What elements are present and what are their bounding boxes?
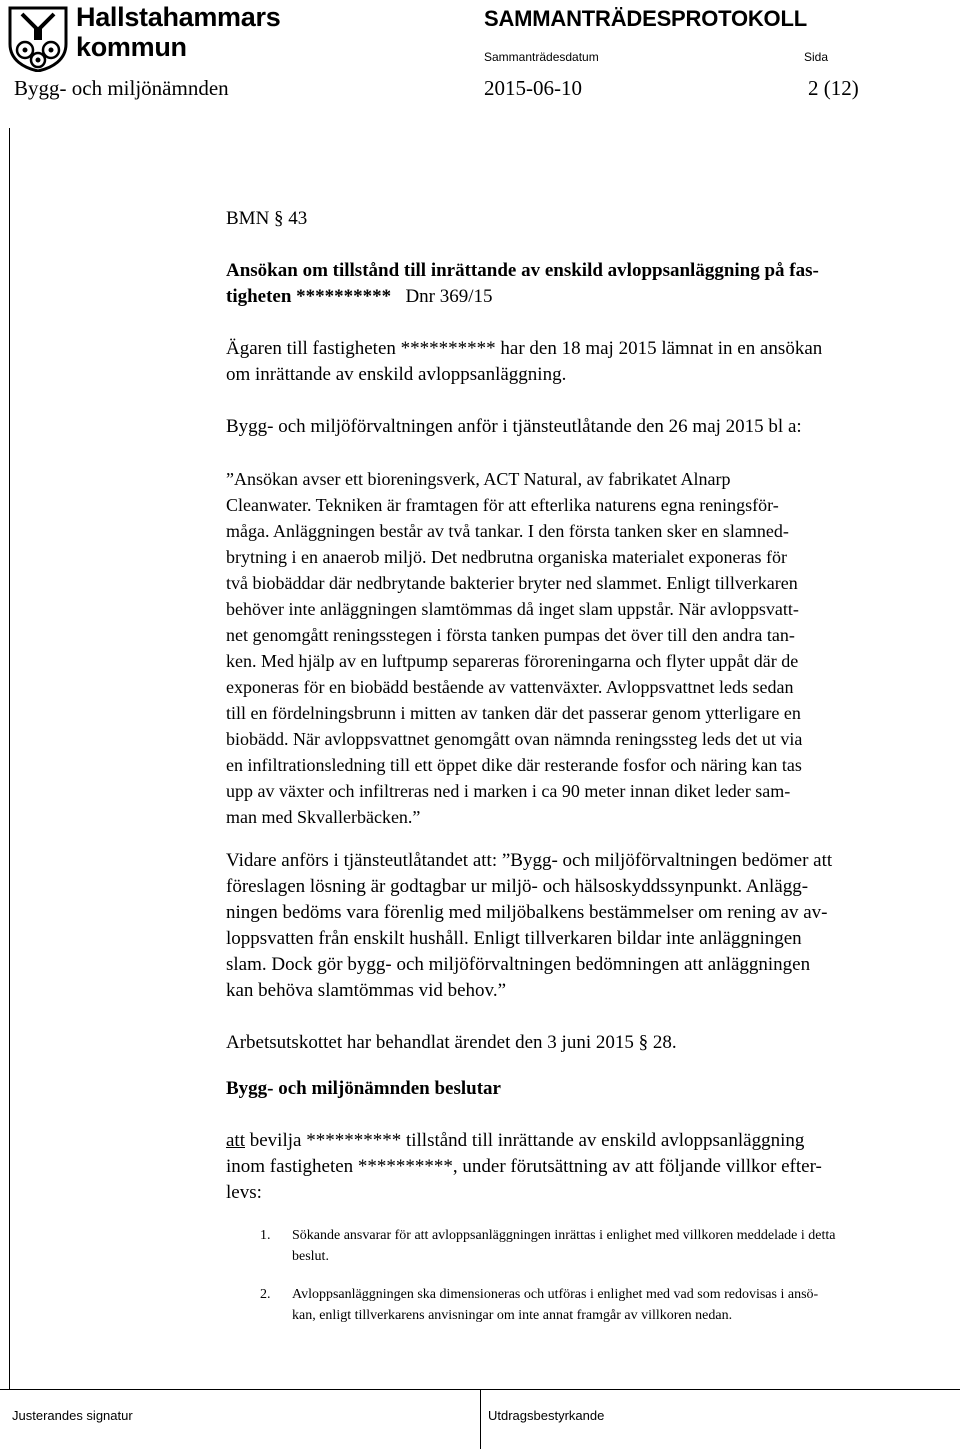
paragraph-assessment-line: loppsvatten från enskilt hushåll. Enligt tillverkaren bildar inte anläggningen: [226, 928, 802, 949]
decision-att: att: [226, 1130, 245, 1151]
quote-line: net genomgått reningsstegen i första tanken pumpas det över till den andra tan-: [226, 625, 795, 645]
quote-line: Cleanwater. Tekniken är framtagen för att efterlika naturens egna reningsför-: [226, 495, 779, 515]
item-dnr: Dnr 369/15: [391, 286, 493, 307]
quote-line: en infiltrationsledning till ett öppet dike där resterande fosfor och näring kan tas: [226, 755, 802, 775]
paragraph-assessment-line: ningen bedöms vara förenlig med miljöbalkens bestämmelser om rening av av-: [226, 902, 828, 923]
organization-name: [76, 2, 280, 62]
committee-name: Bygg- och miljönämnden: [14, 76, 229, 100]
paragraph-administration-statement: Bygg- och miljöförvaltningen anför i tjänsteutlåtande den 26 maj 2015 bl a:: [226, 416, 802, 437]
decision-line2: inom fastigheten **********, under förutsättning av att följande villkor efter-: [226, 1156, 822, 1177]
quote-line: ”Ansökan avser ett bioreningsverk, ACT Natural, av fabrikatet Alnarp: [226, 469, 731, 489]
condition-text-line: kan, enligt tillverkarens anvisningar om inte annat framgår av villkoren nedan.: [292, 1308, 733, 1323]
left-margin-rule: [9, 128, 10, 1390]
quote-line: ken. Med hjälp av en luftpump separeras föroreningarna och flyter uppåt där de: [226, 651, 799, 671]
decision-line1: [226, 1128, 804, 1154]
paragraph-assessment-line: kan behöva slamtömmas vid behov.”: [226, 980, 507, 1001]
quote-line: behöver inte anläggningen slamtömmas då inget slam uppstår. När avloppsvatt-: [226, 599, 799, 619]
condition-text-line: Sökande ansvarar för att avloppsanläggningen inrättas i enlighet med villkoren meddelade i detta: [292, 1228, 836, 1243]
item-title-line1: Ansökan om tillstånd till inrättande av enskild avloppsanläggning på fas-: [226, 260, 819, 281]
quote-line: två biobäddar där nedbrytande bakterier bryter ned slammet. Enligt tillverkaren: [226, 573, 798, 593]
municipality-coat-of-arms-icon: [8, 6, 68, 72]
quote-line: upp av växter och infiltreras ned i marken i ca 90 meter innan diket leder sam-: [226, 781, 791, 801]
condition-text-line: Avloppsanläggningen ska dimensioneras och utföras i enlighet med vad som redovisas i ansö-: [292, 1287, 819, 1302]
quote-line: brytning i en anaerob miljö. Det nedbrutna organiska materialet exponeras för: [226, 547, 787, 567]
condition-text-line: beslut.: [292, 1249, 329, 1264]
condition-number: 2.: [260, 1287, 271, 1302]
item-title-property: tigheten **********: [226, 286, 392, 307]
quote-line: biobädd. När avloppsvattnet genomgått ovan nämnda reningssteg leds det ut via: [226, 729, 803, 749]
paragraph-committee-handling: Arbetsutskottet har behandlat ärendet den 3 juni 2015 § 28.: [226, 1032, 677, 1053]
meeting-date-label: Sammanträdesdatum: [484, 50, 599, 64]
footer-divider: [480, 1389, 481, 1449]
quote-line: exponeras för en biobädd bestående av vattenväxter. Avloppsvattnet leds sedan: [226, 677, 794, 697]
quote-line: till en fördelningsbrunn i mitten av tanken där det passerar genom ytterligare en: [226, 703, 801, 723]
paragraph-assessment-line: Vidare anförs i tjänsteutlåtandet att: ”Bygg- och miljöförvaltningen bedömer att: [226, 850, 833, 871]
paragraph-application-line1: Ägaren till fastigheten ********** har den 18 maj 2015 lämnat in en ansökan: [226, 338, 823, 359]
paragraph-application-line2: om inrättande av enskild avloppsanläggning.: [226, 364, 567, 385]
signature-label: Justerandes signatur: [12, 1408, 133, 1423]
decision-line1-text: bevilja ********** tillstånd till inrättande av enskild avloppsanläggning: [245, 1130, 805, 1151]
meeting-date: 2015-06-10: [484, 76, 582, 100]
item-number: BMN § 43: [226, 208, 308, 229]
organization-name-line2: kommun: [76, 32, 187, 62]
quote-line: måga. Anläggningen består av två tankar. I den första tanken sker en slamned-: [226, 521, 789, 541]
paragraph-assessment-line: föreslagen lösning är godtagbar ur miljö- och hälsoskyddssynpunkt. Anlägg-: [226, 876, 809, 897]
paragraph-assessment-line: slam. Dock gör bygg- och miljöförvaltningen bedömningen att anläggningen: [226, 954, 811, 975]
decision-heading: Bygg- och miljönämnden beslutar: [226, 1078, 501, 1099]
extract-certification-label: Utdragsbestyrkande: [488, 1408, 605, 1423]
page-number: 2 (12): [808, 76, 859, 100]
item-title-line2: [226, 284, 493, 310]
document-type-title: SAMMANTRÄDESPROTOKOLL: [484, 6, 807, 31]
quote-line: man med Skvallerbäcken.”: [226, 807, 421, 827]
condition-number: 1.: [260, 1228, 271, 1243]
decision-line3: levs:: [226, 1182, 262, 1203]
page-label: Sida: [804, 50, 829, 64]
organization-name-line1: Hallstahammars: [76, 2, 281, 32]
